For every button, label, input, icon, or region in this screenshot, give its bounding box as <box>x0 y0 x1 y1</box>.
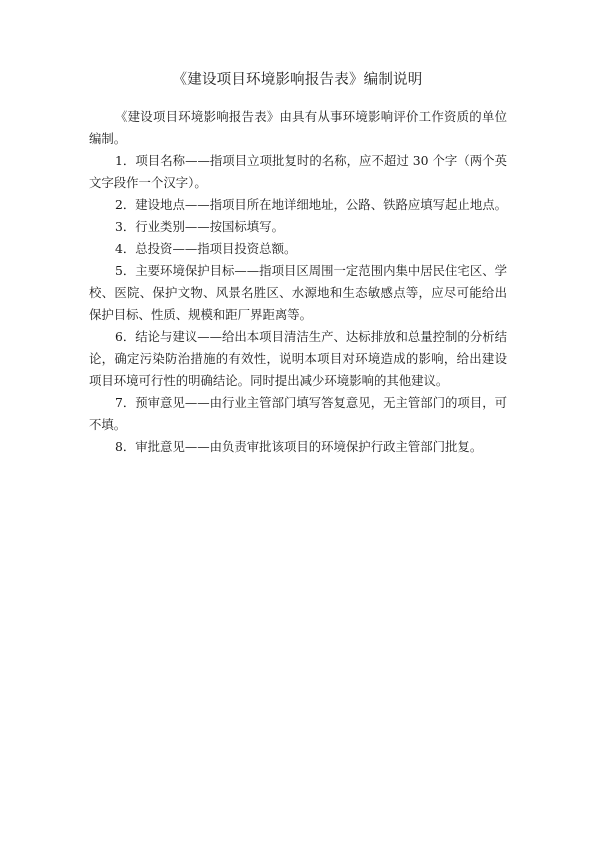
paragraph-item-7: 7．预审意见——由行业主管部门填写答复意见，无主管部门的项目，可不填。 <box>89 395 507 432</box>
paragraph-item-8: 8．审批意见——由负责审批该项目的环境保护行政主管部门批复。 <box>115 439 483 454</box>
paragraph-item-3: 3．行业类别——按国标填写。 <box>115 219 284 234</box>
paragraph-intro: 《建设项目环境影响报告表》由具有从事环境影响评价工作资质的单位编制。 <box>89 109 507 146</box>
paragraph-item-1: 1．项目名称——指项目立项批复时的名称，应不超过 30 个字（两个英文字段作一个汉字）。 <box>89 153 507 190</box>
paragraph-item-2: 2．建设地点——指项目所在地详细地址，公路、铁路应填写起止地点。 <box>115 197 507 212</box>
paragraph-item-4: 4．总投资——指项目投资总额。 <box>115 241 297 256</box>
paragraph-item-6: 6．结论与建议——给出本项目清洁生产、达标排放和总量控制的分析结论，确定污染防治措施的有效性，说明本项目对环境造成的影响，给出建设项目环境可行性的明确结论。同时提出减少环境影响的其他建议。 <box>89 329 507 388</box>
paragraph-item-5: 5．主要环境保护目标——指项目区周围一定范围内集中居民住宅区、学校、医院、保护文物、风景名胜区、水源地和生态敏感点等，应尽可能给出保护目标、性质、规模和距厂界距离等。 <box>89 263 507 322</box>
document-title: 《建设项目环境影响报告表》编制说明 <box>172 72 423 88</box>
document-body <box>89 106 507 458</box>
